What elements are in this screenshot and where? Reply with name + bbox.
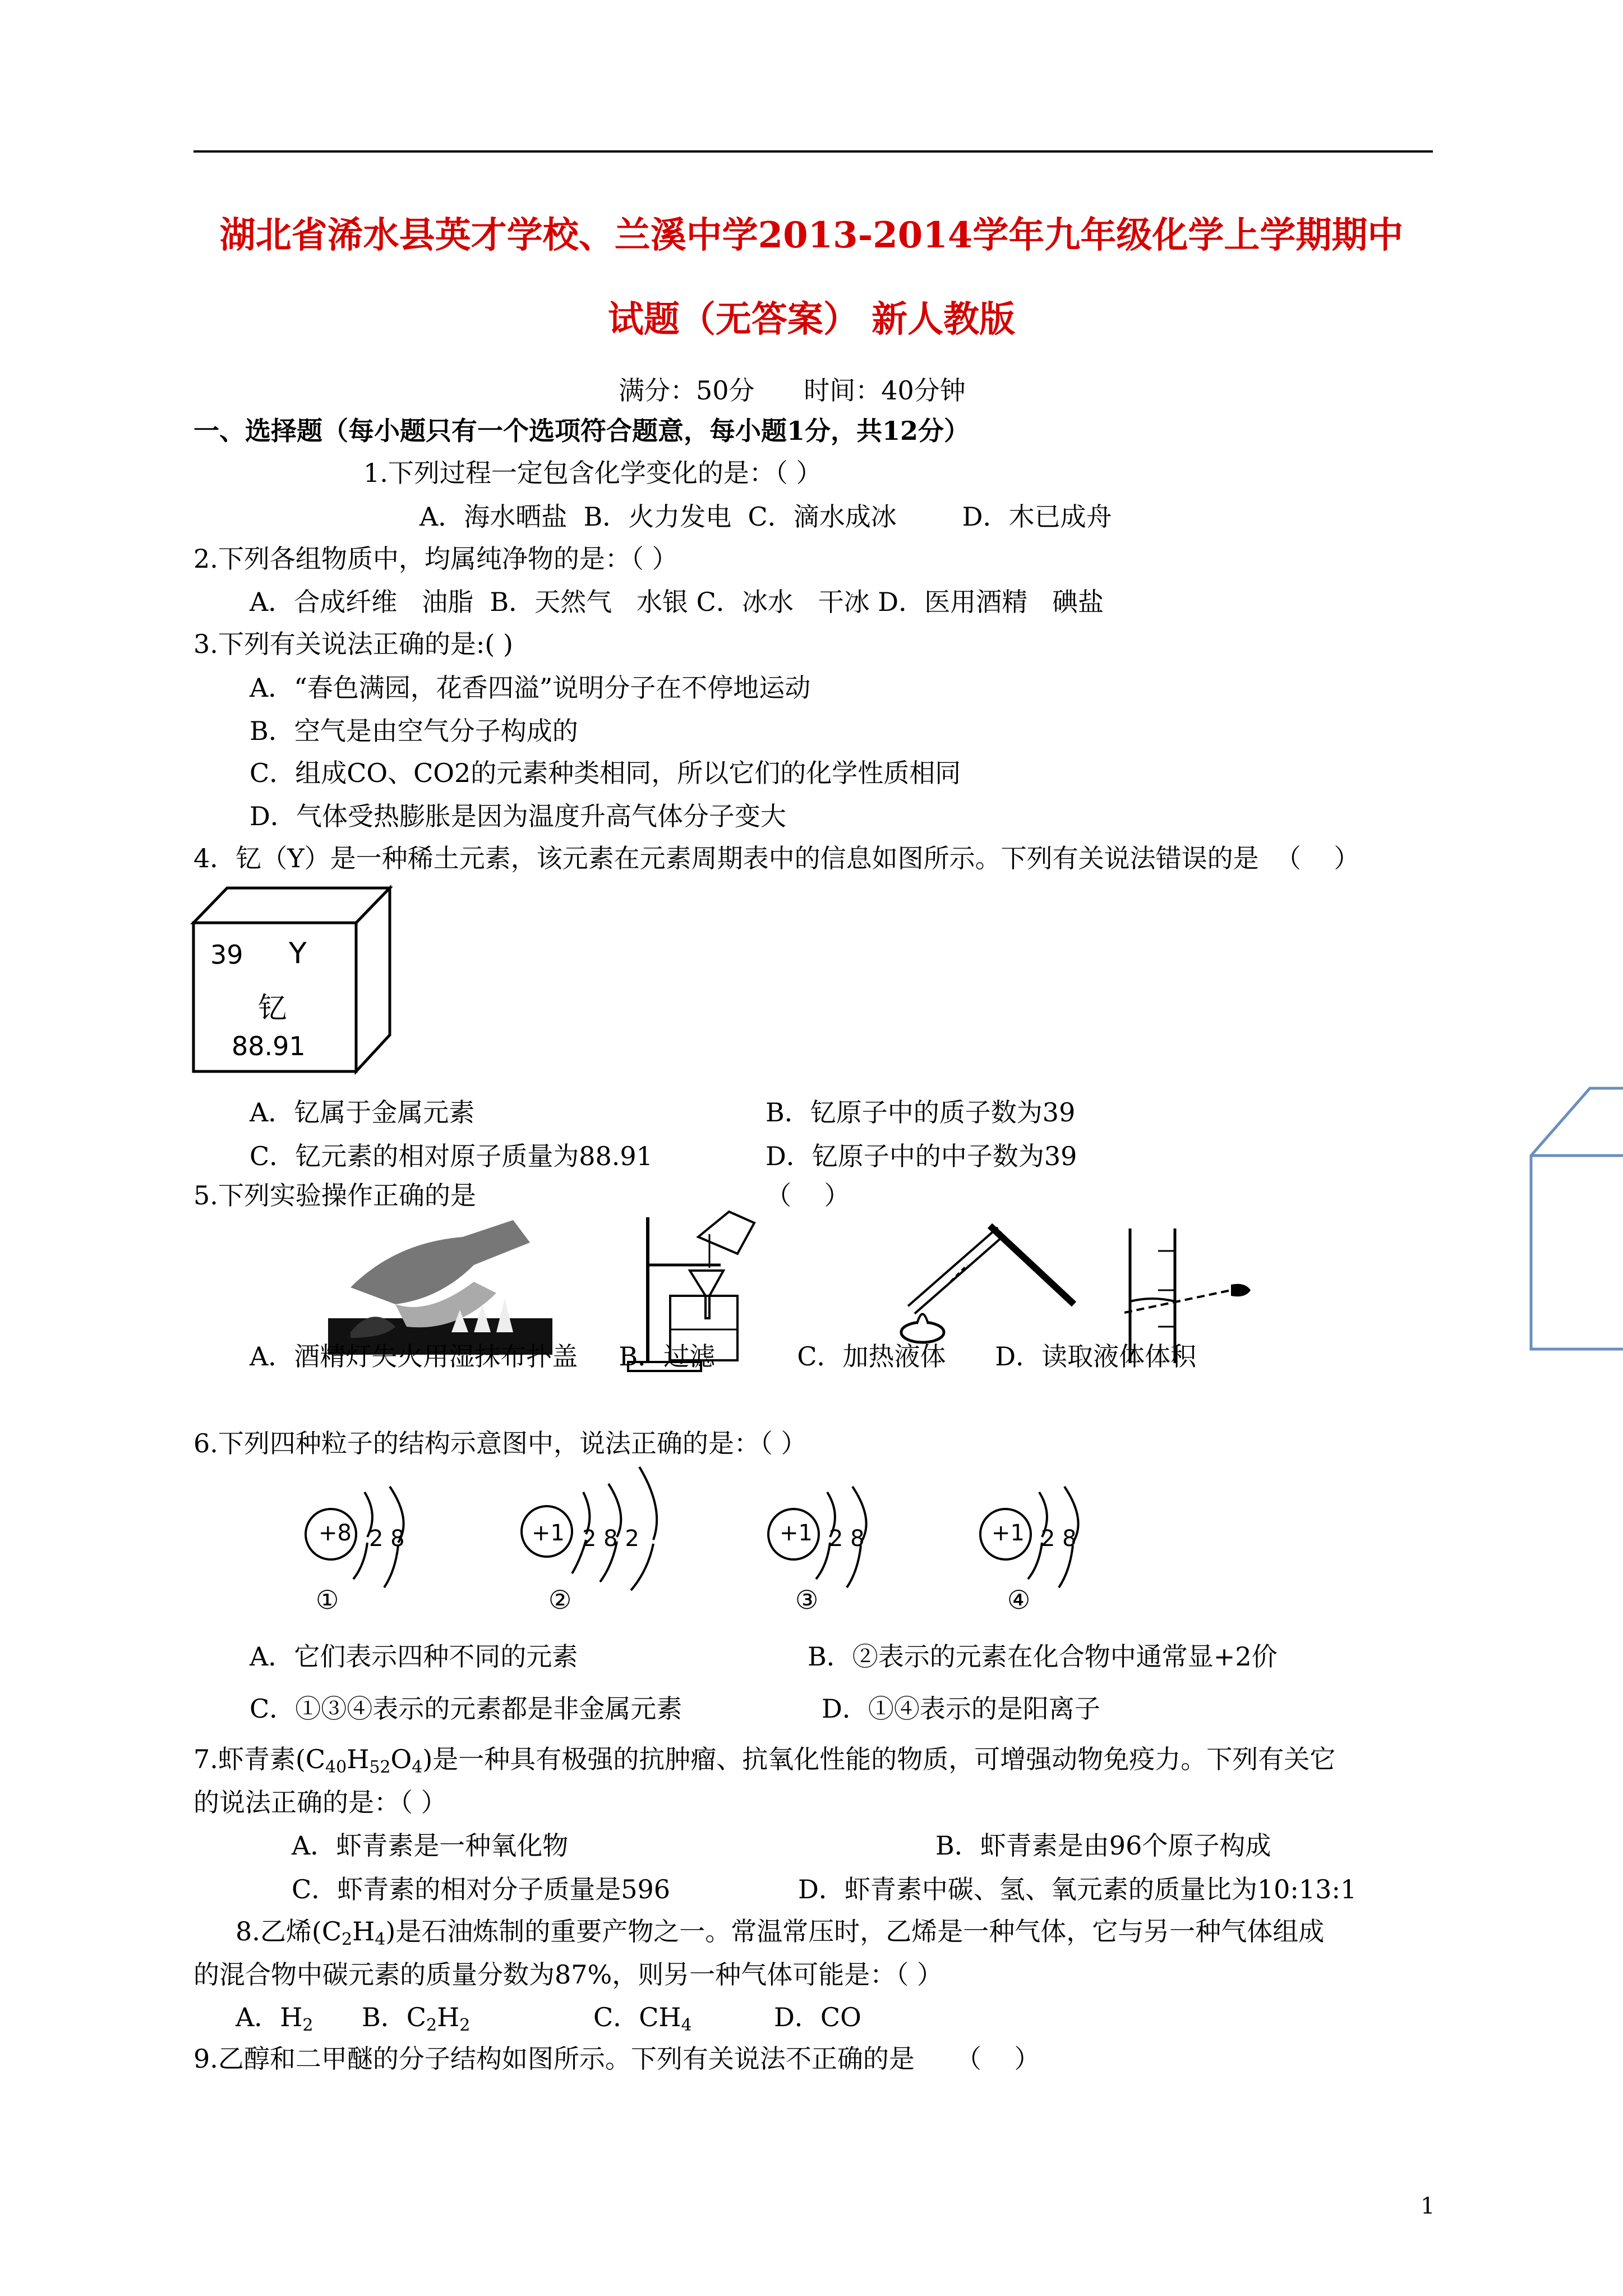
- q8-option-b: B．$C_2H_2$: [362, 2002, 471, 2035]
- q7-option-c: C．虾青素的相对分子质量是596: [292, 1874, 670, 1904]
- doc-title-line1: 湖北省浠水县英才学校、兰溪中学2013-2014学年九年级化学上学期期中: [219, 214, 1404, 256]
- heating-liquid-figure: [889, 1220, 1085, 1349]
- doc-title-line2: 试题（无答案） 新人教版: [607, 298, 1016, 341]
- q3-option-c: C．组成CO、CO2的元素种类相同，所以它们的化学性质相同: [250, 758, 961, 788]
- q7-stem: 7.虾青素$(C_{40}H_{52}O_4)$是一种具有极强的抗肿瘤、抗氧化性能的物质，可增强动物免疫力。下列有关它: [193, 1744, 1336, 1777]
- atom4-shells: 2 8: [1041, 1526, 1077, 1552]
- q7-option-b: B．虾青素是由96个原子构成: [935, 1830, 1271, 1861]
- element-atomic-number: 39: [210, 940, 243, 970]
- q4-option-b: B．钇原子中的质子数为39: [766, 1097, 1076, 1128]
- q5-options: A．酒精灯失火用湿抹布扑盖 B．过滤 C．加热液体 D．读取液体体积: [250, 1341, 1197, 1372]
- atom1-label: ①: [316, 1585, 339, 1615]
- q6-option-d: D．①④表示的是阳离子: [822, 1694, 1100, 1724]
- element-symbol: Y: [289, 937, 307, 970]
- q8-stem: 8.乙烯$(C_2H_4)$是石油炼制的重要产物之一。常温常压时，乙烯是一种气体，它与另一种气体组成: [236, 1916, 1325, 1949]
- atom1-shells: 2 8: [369, 1526, 405, 1552]
- q3-option-d: D．气体受热膨胀是因为温度升高气体分子变大: [250, 801, 786, 831]
- atom4-label: ④: [1007, 1585, 1031, 1615]
- q7-option-d: D．虾青素中碳、氢、氧元素的质量比为10:13:1: [798, 1874, 1357, 1904]
- q3-option-a: A．“春色满园，花香四溢”说明分子在不停地运动: [250, 673, 811, 703]
- q1-stem: 1.下列过程一定包含化学变化的是：（ ）: [363, 458, 822, 488]
- atom2-shells: 2 8 2: [582, 1526, 639, 1552]
- element-name: 钇: [258, 992, 288, 1025]
- lamp-fire-figure: [328, 1220, 552, 1355]
- atom3-nucleus: +1: [780, 1520, 813, 1546]
- section-heading: 一、选择题（每小题只有一个选项符合题意，每小题1分，共12分）: [193, 416, 970, 446]
- q6-option-b: B．②表示的元素在化合物中通常显+2价: [808, 1641, 1278, 1672]
- atom4-nucleus: +1: [992, 1520, 1025, 1546]
- q7-stem-2: 的说法正确的是：（ ）: [193, 1787, 447, 1818]
- atom2-label: ②: [548, 1585, 572, 1615]
- decorative-box-figure: [1528, 1088, 1623, 1352]
- q6-option-c: C．①③④表示的元素都是非金属元素: [250, 1694, 683, 1724]
- q4-option-a: A．钇属于金属元素: [250, 1097, 475, 1128]
- q8-option-c: C．$CH_4$: [593, 2002, 692, 2035]
- atom2-nucleus: +1: [532, 1520, 565, 1546]
- q5-stem: 5.下列实验操作正确的是: [193, 1180, 476, 1211]
- q3-stem: 3.下列有关说法正确的是:( ): [193, 629, 513, 659]
- element-mass: 88.91: [232, 1031, 306, 1061]
- q7-option-a: A．虾青素是一种氧化物: [292, 1830, 569, 1861]
- q4-option-c: C．钇元素的相对原子质量为88.91: [250, 1141, 653, 1171]
- q1-options: A．海水晒盐 B．火力发电 C．滴水成冰 D．木已成舟: [419, 501, 1112, 532]
- q8-option-d: D．CO: [774, 2002, 861, 2032]
- q4-option-d: D．钇原子中的中子数为39: [766, 1141, 1077, 1171]
- page-number: 1: [1421, 2193, 1435, 2219]
- q9-stem: 9.乙醇和二甲醚的分子结构如图所示。下列有关说法不正确的是 （ ）: [193, 2044, 1040, 2074]
- q8-stem-2: 的混合物中碳元素的质量分数为87%，则另一种气体可能是：（ ）: [193, 1959, 943, 1990]
- q2-options: A．合成纤维 油脂 B．天然气 水银 C．冰水 干冰 D．医用酒精 碘盐: [250, 587, 1104, 617]
- q5-paren: （ ）: [766, 1180, 850, 1211]
- exam-meta: 满分：50分 时间：40分钟: [619, 375, 966, 406]
- atom3-shells: 2 8: [829, 1526, 865, 1552]
- atom1-nucleus: +8: [319, 1520, 352, 1546]
- atom3-label: ③: [795, 1585, 819, 1615]
- q2-stem: 2.下列各组物质中，均属纯净物的是：（ ）: [193, 544, 678, 574]
- q6-option-a: A．它们表示四种不同的元素: [250, 1641, 578, 1672]
- q4-stem: 4．钇（Y）是一种稀土元素，该元素在元素周期表中的信息如图所示。下列有关说法错误的是 （ ）: [193, 843, 1360, 873]
- q3-option-b: B．空气是由空气分子构成的: [250, 716, 578, 746]
- q8-option-a: A．$H_2$: [236, 2002, 313, 2035]
- q6-stem: 6.下列四种粒子的结构示意图中，说法正确的是：（ ）: [193, 1428, 807, 1458]
- header-rule: [193, 150, 1433, 153]
